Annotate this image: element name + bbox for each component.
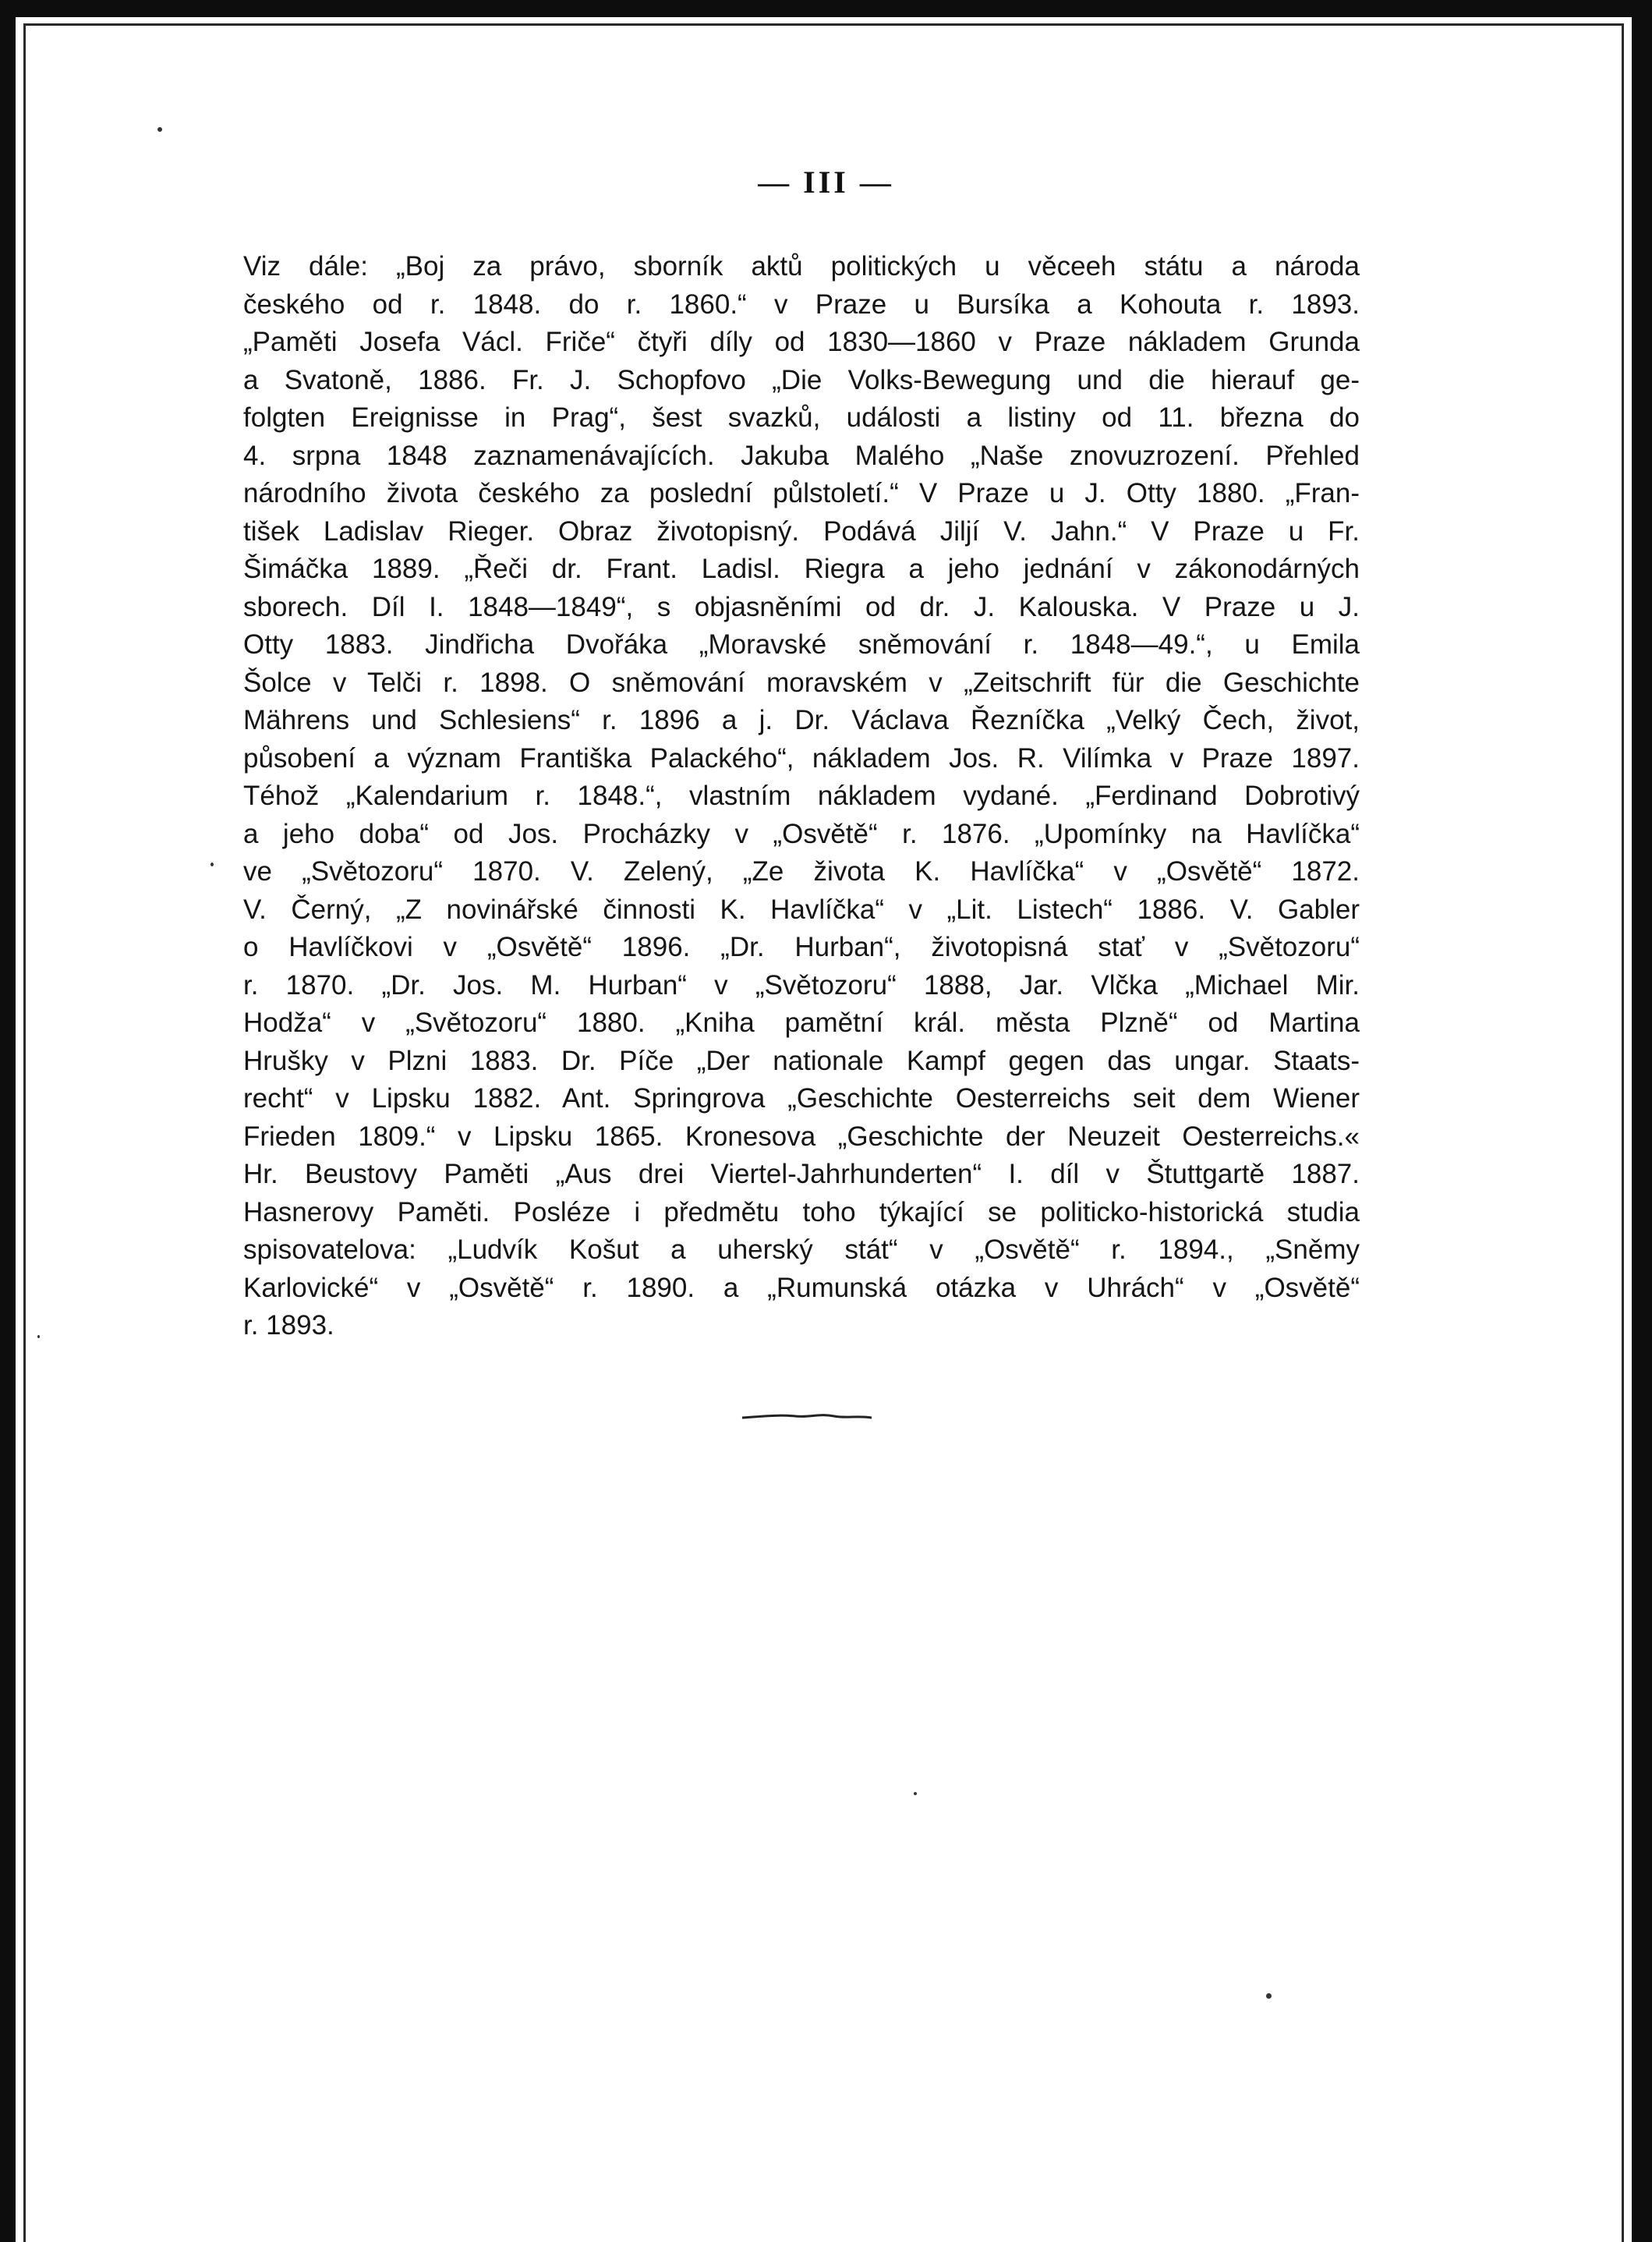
page-edge-left <box>23 23 26 2242</box>
text-line: Frieden 1809.“ v Lipsku 1865. Kronesova „Geschichte der Neuzeit Oesterreichs.« <box>243 1121 1360 1152</box>
text-line: Hasnerovy Paměti. Posléze i předmětu toho týkající se politicko-historická studia <box>243 1196 1360 1227</box>
section-end-ornament <box>741 1410 873 1426</box>
page-number: — III — <box>758 165 894 200</box>
text-line: českého od r. 1848. do r. 1860.“ v Praze u Bursíka a Kohouta r. 1893. <box>243 289 1360 320</box>
text-line: folgten Ereignisse in Prag“, šest svazků, události a listiny od 11. března do <box>243 402 1360 433</box>
text-line: sborech. Díl I. 1848—1849“, s objasněními od dr. J. Kalouska. V Praze u J. <box>243 591 1360 622</box>
text-line: a jeho doba“ od Jos. Procházky v „Osvětě“ r. 1876. „Upomínky na Havlíčka“ <box>243 818 1360 849</box>
text-line: Šolce v Telči r. 1898. O sněmování moravském v „Zeitschrift für die Geschichte <box>243 667 1360 698</box>
text-line: Šimáčka 1889. „Řeči dr. Frant. Ladisl. Riegra a jeho jednání v zákonodárných <box>243 554 1360 584</box>
text-line: Téhož „Kalendarium r. 1848.“, vlastním nákladem vydané. „Ferdinand Dobrotivý <box>243 781 1360 811</box>
scan-speck <box>914 1792 917 1795</box>
text-line: V. Černý, „Z novinářské činnosti K. Havlíčka“ v „Lit. Listech“ 1886. V. Gabler <box>243 894 1360 925</box>
text-line: ve „Světozoru“ 1870. V. Zelený, „Ze života K. Havlíčka“ v „Osvětě“ 1872. <box>243 856 1360 887</box>
text-line: r. 1893. <box>243 1310 334 1341</box>
text-line: Karlovické“ v „Osvětě“ r. 1890. a „Rumunská otázka v Uhrách“ v „Osvětě“ <box>243 1272 1360 1303</box>
text-line: Hrušky v Plzni 1883. Dr. Píče „Der nationale Kampf gegen das ungar. Staats- <box>243 1045 1360 1076</box>
text-line: Hodža“ v „Světozoru“ 1880. „Kniha pamětní král. města Plzně“ od Martina <box>243 1008 1360 1038</box>
text-line: působení a význam Františka Palackého“, nákladem Jos. R. Vilímka v Praze 1897. <box>243 742 1360 774</box>
text-line: Otty 1883. Jindřicha Dvořáka „Moravské sněmování r. 1848—49.“, u Emila <box>243 629 1360 660</box>
scan-border-top <box>0 0 1652 17</box>
text-line: r. 1870. „Dr. Jos. M. Hurban“ v „Světozoru“ 1888, Jar. Vlčka „Michael Mir. <box>243 969 1360 1001</box>
text-line: a Svatoně, 1886. Fr. J. Schopfovo „Die Volks-Bewegung und die hierauf ge- <box>243 364 1360 395</box>
text-line: o Havlíčkovi v „Osvětě“ 1896. „Dr. Hurban“, životopisná stať v „Světozoru“ <box>243 932 1360 962</box>
text-line: Mährens und Schlesiens“ r. 1896 a j. Dr. Václava Řezníčka „Velký Čech, život, <box>243 705 1360 735</box>
scan-speck <box>37 1335 40 1338</box>
page-edge-top <box>23 23 1624 26</box>
scan-speck <box>210 862 214 866</box>
scan-border-right <box>1632 0 1652 2242</box>
bibliography-paragraph <box>243 248 1360 1345</box>
text-line: recht“ v Lipsku 1882. Ant. Springrova „Geschichte Oesterreichs seit dem Wiener <box>243 1083 1360 1114</box>
text-line: národního života českého za poslední půlstoletí.“ V Praze u J. Otty 1880. „Fran- <box>243 478 1360 508</box>
text-line: Viz dále: „Boj za právo, sborník aktů politických u věceeh státu a národa <box>243 251 1360 282</box>
text-line: „Paměti Josefa Václ. Friče“ čtyři díly od 1830—1860 v Praze nákladem Grunda <box>243 327 1360 357</box>
text-line: spisovatelova: „Ludvík Košut a uherský stát“ v „Osvětě“ r. 1894., „Sněmy <box>243 1234 1360 1265</box>
text-line: 4. srpna 1848 zaznamenávajících. Jakuba Malého „Naše znovuzrození. Přehled <box>243 440 1360 471</box>
page-edge-right <box>1622 23 1624 2242</box>
scan-speck <box>1266 1993 1272 1999</box>
text-line: tišek Ladislav Rieger. Obraz životopisný. Podává Jiljí V. Jahn.“ V Praze u Fr. <box>243 515 1360 547</box>
scan-border-left <box>0 0 16 2242</box>
scan-speck <box>157 127 162 132</box>
text-line: Hr. Beustovy Paměti „Aus drei Viertel-Jahrhunderten“ I. díl v Štuttgartě 1887. <box>243 1159 1360 1189</box>
